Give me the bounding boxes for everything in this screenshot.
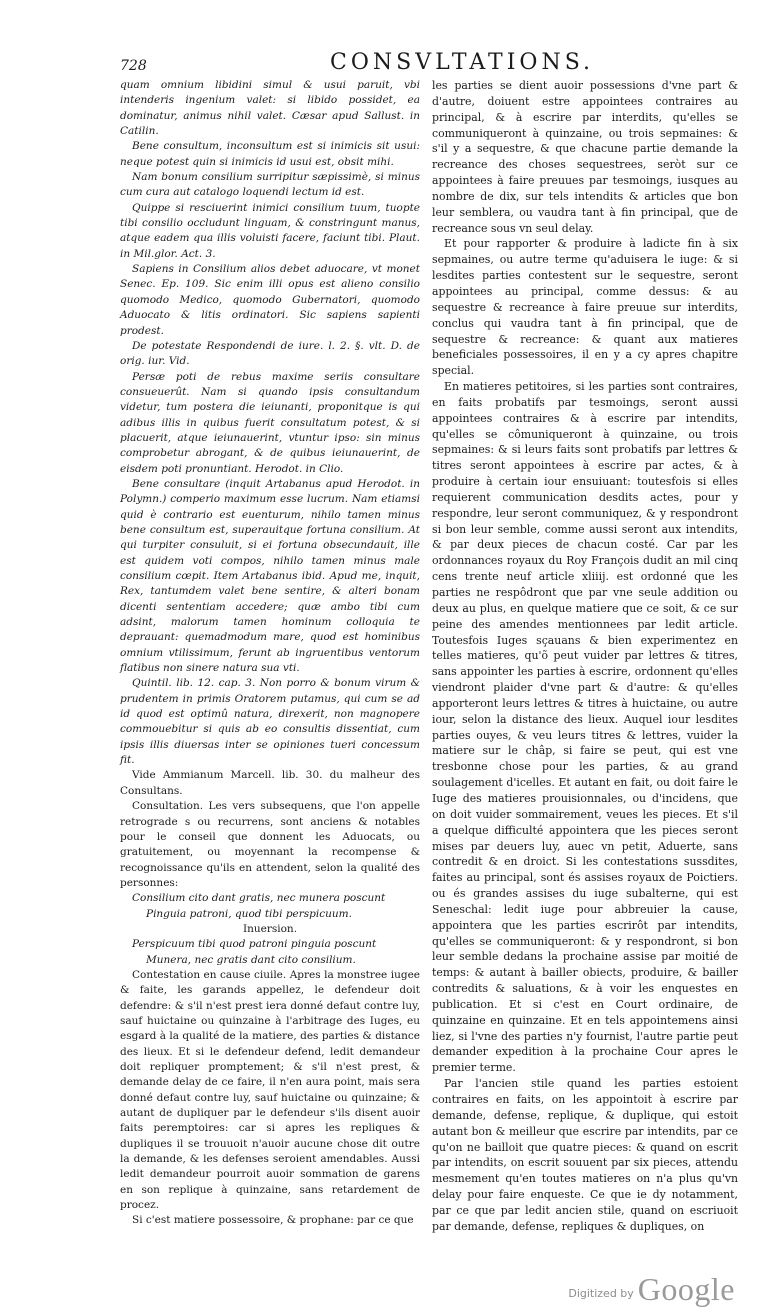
french-paragraph: Par l'ancien stile quand les parties estoient contraires en faits, on les appointoit à escrire par demande, defense, replique, & duplique, qui estoit autant bon & meilleur que escrire par intendits, par ce qu'on ne bailloit que quatre pieces: & quand on escrit par intendits, on escrit souuent par six pieces, attendu mesmement qu'en toutes matieres on n'a plus qu'vn delay pour faire enqueste. Ce que ie dy notamment, par ce que par ledit ancien stile, quand on escriuoit par demande, defense, repliques & dupliques, on bbox=[432, 1077, 738, 1233]
verse-line: Perspicuum tibi quod patroni pinguia poscunt bbox=[132, 938, 377, 951]
latin-paragraph: Quintil. lib. 12. cap. 3. Non porro & bonum virum & prudentem in primis Oratorem putamus, qui cum se ad id quod est optimû natura, direxerit, non magnopere commouebitur si quis ab eo consultis dissentiat, cum ipsis illis diuersas inter se opiniones tueri concessum fit. bbox=[120, 677, 420, 767]
latin-paragraph: quam omnium libidini simul & usui paruit, vbi intenderis ingenium valet: si libido possidet, ea dominatur, animus nihil valet. Cæsar apud Sallust. in Catilin. bbox=[120, 79, 420, 138]
right-column bbox=[432, 78, 738, 1235]
french-paragraph: les parties se dient auoir possessions d'vne part & d'autre, doiuent estre appointees contraires au principal, & à escrire par interdits, qu'elles se communiqueront à quinzaine, ou trois sepmaines: & s'il y a sequestre, & que chacune partie demande la recreance des choses sequestrees, seròt sur ce appointees à faire preuues par tesmoings, iusques au nombre de dix, sur tels intendits & articles que bon leur semblera, ou vaudra tant à fin principal, que de recreance sous vn seul delay. bbox=[432, 79, 738, 235]
french-paragraph: Contestation en cause ciuile. Apres la monstree iugee & faite, les garands appellez, le defendeur doit defendre: & s'il n'est prest iera donné defaut contre luy, sauf huictaine ou quinzaine à l'arbitrage des Iuges, eu esgard à la qualité de la matiere, des parties & distance des lieux. Et si le defendeur defend, ledit demandeur doit repliquer promptement; & s'il n'est prest, & demande delay de ce faire, il n'en aura point, mais sera donné defaut contre luy, sauf huictaine ou quinzaine; & autant de dupliquer par le defendeur s'ils disent auoir faits peremptoires: car si apres les repliques & dupliques il se trouuoit n'auoir aucune chose dit outre la demande, & les defenses seroient amendables. Aussi ledit demandeur pourroit auoir sommation de garens en son replique à quinzaine, sans retardement de procez. bbox=[120, 968, 420, 1212]
verse-line: Consilium cito dant gratis, nec munera poscunt bbox=[132, 892, 386, 905]
french-paragraph: En matieres petitoires, si les parties sont contraires, en faits probatifs par tesmoings, seront aussi appointees contraires & à escrire par intendits, qu'elles se cômuniqueront à quinzaine, ou trois sepmaines: & si leurs faits sont probatifs par lettres & titres seront appointees à escrire par actes, & à produire à certain iour ensuiuant: toutesfois si elles requierent communication desdits actes, pour y respondre, leur seront communiquez, & y respondront si bon leur semble, comme aussi seront aux intendits, & par deux pieces de chacun costé. Car par les ordonnances royaux du Roy François dudit an mil cinq cens trente neuf article xliiij. est ordonné que les parties ne respôdront que par vne seule addition ou deux au plus, en quelque matiere que ce soit, & ce sur peine des amendes mentionnees par ledit article. Toutesfois Iuges sçauans & bien experimentez en telles matieres, qu'õ peut vuider par lettres & titres, sans appointer les parties à escrire, ordonnent qu'elles viendront plaider d'vne part & d'autre: & qu'elles apporteront leurs lettres & titres à huictaine, ou autre iour, selon la distance des lieux. Auquel iour lesdites parties ouyes, & veu leurs titres & lettres, vuider la matiere sur le châp, si faire se peut, qui est vne tresbonne chose pour les parties, & au grand soulagement d'icelles. Et autant en fait, ou doit faire le Iuge des matieres prouisionnales, ou d'incidens, que on doit vuider sommairement, veues les pieces. Et s'il a quelque difficulté appointera que les pieces seront mises par deuers luy, auec vn petit, Aduerte, sans contredit & en droict. Si les contestations sussdites, faites au principal, sont és assises royaux de Poictiers. ou és grandes assises du iuge subalterne, qui est Seneschal: ledit iuge pour abbreuier la cause, appointera que les parties escrirôt par intendits, qu'elles se communiqueront: & y respondront, si bon leur semble dedans la prochaine assise par moitié de temps: & autant à bailler obiects, produire, & bailler contredits & saluations, & à voir les enquestes en publication. Et si c'est en Court ordinaire, de quinzaine en quinzaine. Et en tels appointemens ainsi liez, si l'vne des parties n'y fournist, l'autre partie peut demander expedition à la prochaine Cour apres le premier terme. bbox=[432, 380, 738, 1075]
french-paragraph: Consultation. Les vers subsequens, que l'on appelle retrograde s ou recurrens, sont anciens & notables pour le conseil que donnent les Aduocats, ou gratuitement, ou moyennant la recompense & recognoissance qu'ils en attendent, selon la qualité des personnes: bbox=[120, 800, 420, 889]
left-column bbox=[120, 78, 420, 1229]
verse-line: Pinguia patroni, quod tibi perspicuum. bbox=[146, 907, 352, 920]
running-title: CONSVLTATIONS. bbox=[330, 50, 594, 75]
latin-paragraph: Persæ poti de rebus maxime seriis consultare consueuerût. Nam si quando ipsis consultandum videtur, tum postera die ieiunanti, proponitque is qui adibus illis in quibus fuerit consultatum potest, & si placuerit, atque ieiunauerint, vtuntur ipso: sin minus comprobetur abrogant, & de quibus ieiunauerint, de eisdem poti pronuntiant. Herodot. in Clio. bbox=[120, 370, 420, 475]
latin-paragraph: Bene consultare (inquit Artabanus apud Herodot. in Polymn.) comperio maximum esse lucrum. Nam etiamsi quid è contrario est euenturum, nihilo tamen minus bene consultum est, superauitque fortuna consilium. At qui turpiter consuluit, si ei fortuna obsecundauit, ille est quidem voti compos, nihilo tamen minus male consilium cœpit. Item Artabanus ibid. Apud me, inquit, Rex, tantumdem valet bene sentire, & alteri bonam dicenti sententiam accedere; quæ ambo tibi cum adsint, malorum tamen hominum colloquia te deprauant: quemadmodum mare, quod est hominibus omnium vtilissimum, ferunt ab ingruentibus ventorum flatibus non sinere natura sua vti. bbox=[120, 477, 420, 675]
french-paragraph: Et pour rapporter & produire à ladicte fin à six sepmaines, ou autre terme qu'aduisera le iuge: & si lesdites parties contestent sur le sequestre, seront appointees au principal, comme dessus: & au sequestre & recreance à faire preuue sur interdits, conclus qui vaudra tant à fin principal, que de sequestre & recreance: & quant aux matieres beneficiales possessoires, il en y a cy apres chapitre special. bbox=[432, 237, 738, 378]
french-paragraph: Si c'est matiere possessoire, & prophane: par ce que bbox=[132, 1214, 414, 1227]
latin-paragraph: Sapiens in Consilium alios debet aduocare, vt monet Senec. Ep. 109. Sic enim illi opus est alieno consilio quomodo Medico, quomodo Gubernatori, quomodo Aduocato & litis ordinatori. Sic sapiens sapienti prodest. bbox=[120, 263, 420, 337]
french-paragraph: Vide Ammianum Marcell. lib. 30. du malheur des Consultans. bbox=[120, 769, 420, 797]
verse-line: Munera, nec gratis dant cito consilium. bbox=[146, 953, 356, 966]
digitized-by-google-watermark bbox=[568, 1258, 735, 1308]
google-logo: Google bbox=[637, 1271, 735, 1307]
watermark-prefix: Digitized by bbox=[568, 1287, 634, 1300]
latin-paragraph: Nam bonum consilium surripitur sæpissimè, si minus cum cura aut catalogo loquendi lectum id est. bbox=[120, 171, 420, 199]
page-header bbox=[120, 50, 700, 80]
latin-paragraph: Bene consultum, inconsultum est si inimicis sit usui: neque potest quin si inimicis id usui est, obsit mihi. bbox=[120, 140, 420, 168]
latin-paragraph: De potestate Respondendi de iure. l. 2. §. vlt. D. de orig. iur. Vid. bbox=[120, 339, 420, 368]
page-number: 728 bbox=[120, 58, 147, 74]
latin-paragraph: Quippe si resciuerint inimici consilium tuum, tuopte tibi consilio occludunt linguam, & constringunt manus, atque eadem qua illis voluisti facere, faciunt tibi. Plaut. in Mil.glor. Act. 3. bbox=[120, 201, 420, 260]
verse-heading: Inuersion. bbox=[242, 922, 298, 935]
